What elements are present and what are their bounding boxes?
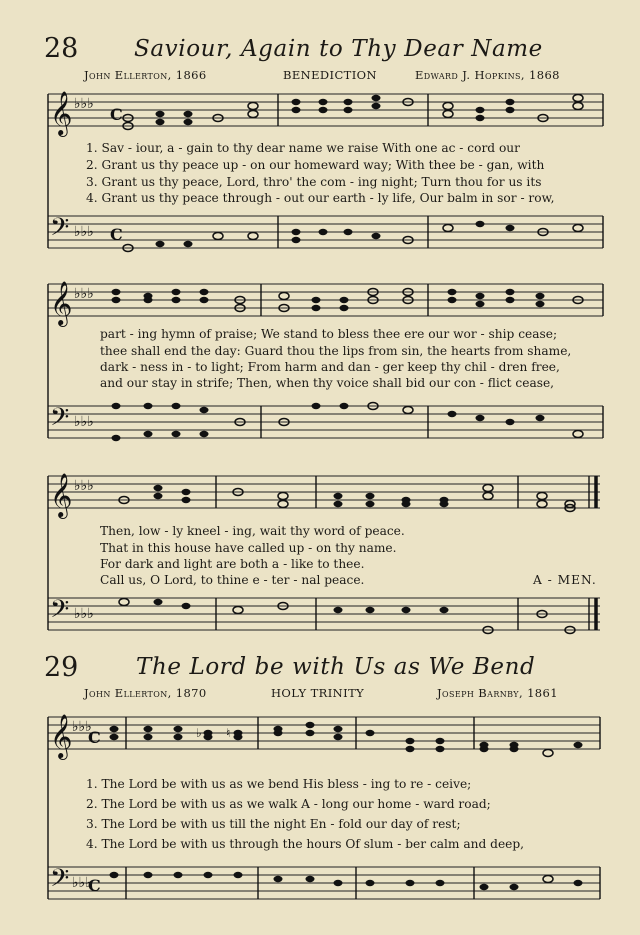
natural-icon: ♮ [226,726,231,740]
author-credit: John Ellerton, 1866 [84,68,207,82]
flat-icon: ♭♭♭ [72,719,92,735]
hymn-number: 29 [44,652,79,683]
verse-line: and our stay in strife; Then, when thy voice shall bid our con - flict cease, [100,376,555,390]
verse-line: 4. The Lord be with us through the hours Of slum - ber calm and deep, [86,837,525,851]
flat-icon: ♭♭♭ [74,96,94,112]
flat-icon: ♭ [196,726,202,740]
treble-clef-icon: 𝄞 [50,281,73,325]
hymn-title: The Lord be with Us as We Bend [136,654,536,680]
verse-line: 2. Grant us thy peace up - on our homeward way; With thee be - gan, with [86,158,545,172]
verse-line: 3. Grant us thy peace, Lord, thro' the com - ing night; Turn thou for us its [86,175,542,189]
svg-text:C: C [110,225,123,244]
flat-icon: ♭♭♭ [74,286,94,302]
bass-clef-icon: 𝄢 [50,595,70,630]
svg-text:C: C [110,105,123,124]
hymn-number: 28 [44,33,79,64]
verse-line: For dark and light are both a - like to thee. [100,557,365,571]
flat-icon: ♭♭♭ [74,414,94,430]
composer-credit: Edward J. Hopkins, 1868 [415,68,560,82]
svg-text:C: C [88,876,101,895]
verse-line: Call us, O Lord, to thine e - ter - nal peace. [100,573,365,587]
svg-text:C: C [88,728,101,747]
author-credit: John Ellerton, 1870 [84,686,207,700]
flat-icon: ♭♭♭ [74,224,94,240]
verse-line: 3. The Lord be with us till the night En - fold our day of rest; [86,817,461,831]
bass-clef-icon: 𝄢 [50,403,70,438]
verse-line: part - ing hymn of praise; We stand to bless thee ere our wor - ship cease; [100,327,558,341]
bass-clef-icon: 𝄢 [50,864,70,899]
verse-line: 1. Sav - iour, a - gain to thy dear name we raise With one ac - cord our [86,141,520,155]
tune-name: HOLY TRINITY [271,686,365,700]
tune-name: BENEDICTION [283,68,377,82]
verse-line: Then, low - ly kneel - ing, wait thy word of peace. [100,524,405,538]
verse-line: 4. Grant us thy peace through - out our earth - ly life, Our balm in sor - row, [86,191,555,205]
verse-line: thee shall end the day: Guard thou the lips from sin, the hearts from shame, [100,344,572,358]
flat-icon: ♭♭♭ [74,478,94,494]
flat-icon: ♭♭♭ [72,875,92,891]
verse-line: dark - ness in - to light; From harm and dan - ger keep thy chil - dren free, [100,360,560,374]
bass-clef-icon: 𝄢 [50,213,70,248]
composer-credit: Joseph Barnby, 1861 [437,686,558,700]
hymn-title: Saviour, Again to Thy Dear Name [134,36,543,62]
amen-text: A - MEN. [533,573,597,587]
treble-clef-icon: 𝄞 [50,473,73,517]
verse-line: 2. The Lord be with us as we walk A - long our home - ward road; [86,797,491,811]
verse-line: That in this house have called up - on thy name. [100,541,397,555]
flat-icon: ♭♭♭ [74,606,94,622]
verse-line: 1. The Lord be with us as we bend His bless - ing to re - ceive; [86,777,472,791]
treble-clef-icon: 𝄞 [50,91,73,135]
treble-clef-icon: 𝄞 [50,714,73,758]
